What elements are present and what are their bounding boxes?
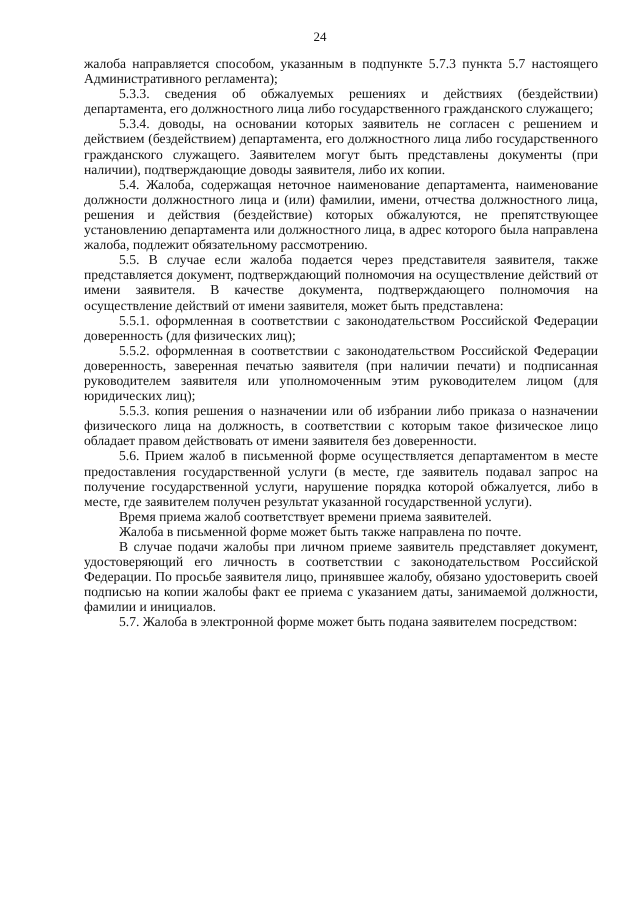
paragraph-5-4: 5.4. Жалоба, содержащая неточное наименование департамента, наименование должности должностного лица и (или) фамилии, имени, отчества должностного лица, решения и действия (бездействие) которых обжалуются, не препятствующее установлению департамента или должностного лица, в адрес которого была направлена жалоба, подлежит обязательному рассмотрению. [84,176,598,253]
paragraph-complaint-method-continuation: жалоба направляется способом, указанным в подпункте 5.7.3 пункта 5.7 настоящего Административного регламента); [84,56,598,87]
document-body [84,56,598,630]
paragraph-5-3-3: 5.3.3. сведения об обжалуемых решениях и действиях (бездействии) департамента, его должностного лица либо государственного гражданского служащего; [84,86,598,117]
paragraph-5-5-1: 5.5.1. оформленная в соответствии с законодательством Российской Федерации доверенность (для физических лиц); [84,312,598,343]
paragraph-5-5: 5.5. В случае если жалоба подается через представителя заявителя, также представляется документ, подтверждающий полномочия на осуществление действий от имени заявителя. В качестве документа, подтверждающего полномочия на осуществление действий от имени заявителя, может быть представлена: [84,252,598,313]
paragraph-5-7: 5.7. Жалоба в электронной форме может быть подана заявителем посредством: [119,614,578,630]
paragraph-mail-submission: Жалоба в письменной форме может быть также направлена по почте. [119,523,522,539]
paragraph-personal-reception: В случае подачи жалобы при личном приеме заявитель представляет документ, удостоверяющий его личность в соответствии с законодательством Российской Федерации. По просьбе заявителя лицо, принявшее жалобу, обязано удостоверить своей подписью на копии жалобы факт ее приема с указанием даты, занимаемой должности, фамилии и инициалов. [84,539,598,615]
page-number: 24 [313,29,327,44]
paragraph-5-6: 5.6. Прием жалоб в письменной форме осуществляется департаментом в месте предоставления государственной услуги (в месте, где заявитель подавал запрос на получение государственной услуги, нарушение порядка которой обжалуется, либо в месте, где заявителем получен результат указанной государственной услуги). [84,448,598,509]
paragraph-5-5-2: 5.5.2. оформленная в соответствии с законодательством Российской Федерации доверенность, заверенная печатью заявителя (при наличии печати) и подписанная руководителем заявителя или уполномоченным этим руководителем лицом (для юридических лиц); [84,342,598,404]
paragraph-reception-time: Время приема жалоб соответствует времени приема заявителей. [119,508,492,524]
paragraph-5-5-3: 5.5.3. копия решения о назначении или об избрании либо приказа о назначении физического лица на должность, в соответствии с которым такое физическое лицо обладает правом действовать от имени заявителя без доверенности. [84,403,598,449]
paragraph-5-3-4: 5.3.4. доводы, на основании которых заявитель не согласен с решением и действием (бездействием) департамента, его должностного лица либо государственного гражданского служащего. Заявителем могут быть представлены документы (при наличии), подтверждающие доводы заявителя, либо их копии. [84,116,598,177]
